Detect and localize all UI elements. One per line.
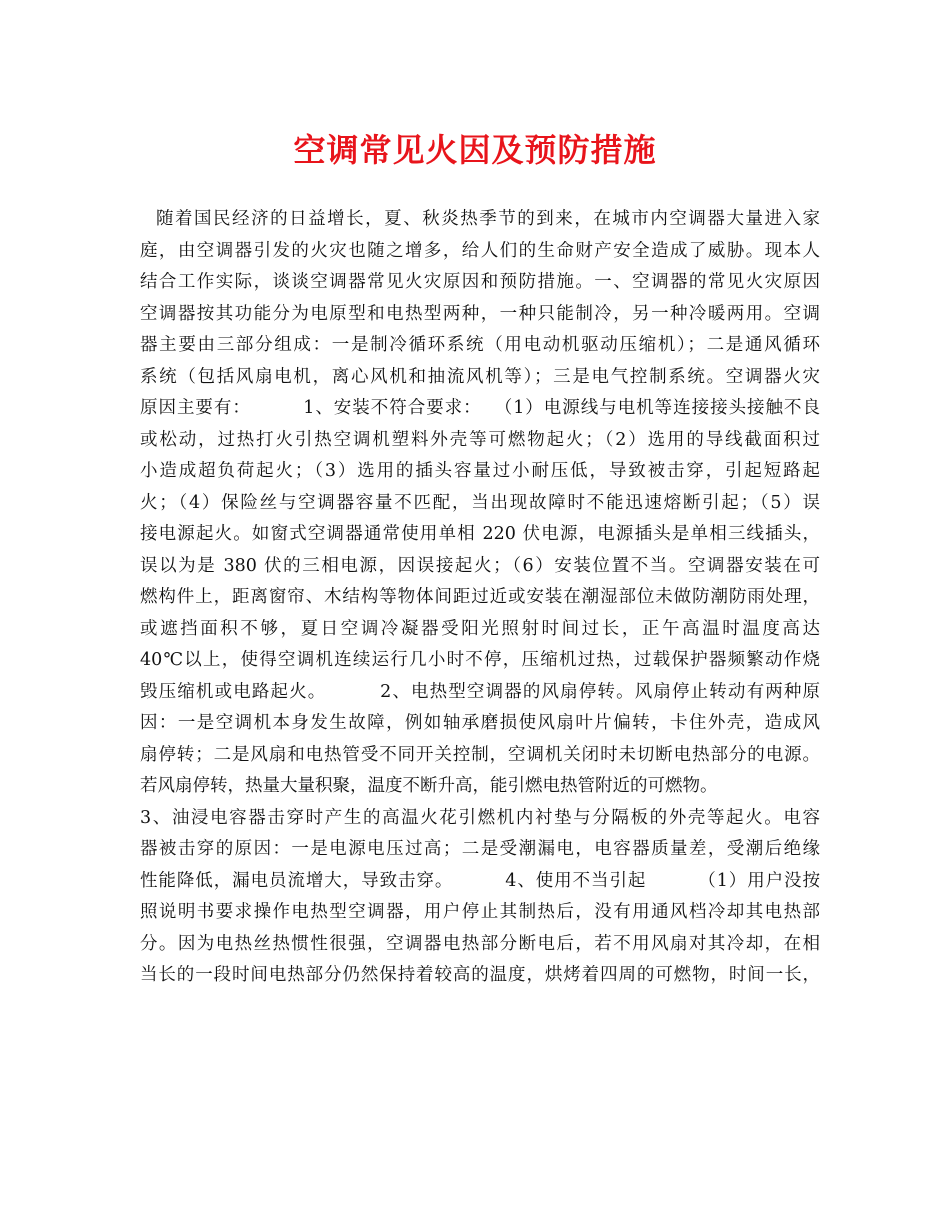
body-line: 或松动，过热打火引热空调机塑料外壳等可燃物起火；（2）选用的导线截面积过 — [140, 429, 820, 450]
body-line: 系统（包括风扇电机，离心风机和抽流风机等）；三是电气控制系统。空调器火灾 — [140, 366, 820, 387]
document-body — [140, 204, 820, 992]
body-line: 照说明书要求操作电热型空调器，用户停止其制热后，没有用通风档冷却其电热部 — [140, 902, 820, 922]
body-line: 随着国民经济的日益增长，夏、秋炎热季节的到来，在城市内空调器大量进入家 — [156, 209, 820, 229]
body-line: 3、油浸电容器击穿时产生的高温火花引燃机内衬垫与分隔板的外壳等起火。电容 — [140, 807, 820, 828]
body-line: 庭，由空调器引发的火灾也随之增多，给人们的生命财产安全造成了威胁。现本人 — [140, 240, 820, 261]
body-line: 器被击穿的原因：一是电源电压过高；二是受潮漏电，电容器质量差，受潮后绝缘 — [140, 839, 820, 859]
body-line: 40℃以上，使得空调机连续运行几小时不停，压缩机过热，过载保护器频繁动作烧 — [140, 650, 820, 670]
body-line: 或遮挡面积不够，夏日空调冷凝器受阳光照射时间过长，正午高温时温度高达 — [140, 618, 820, 639]
body-line: 当长的一段时间电热部分仍然保持着较高的温度，烘烤着四周的可燃物，时间一长， — [140, 965, 820, 985]
body-line: 扇停转；二是风扇和电热管受不同开关控制，空调机关闭时未切断电热部分的电源。 — [140, 744, 820, 765]
body-line: 因：一是空调机本身发生故障，例如轴承磨损使风扇叶片偏转，卡住外壳，造成风 — [140, 713, 820, 733]
body-line: 性能降低，漏电员流增大，导致击穿。 4、使用不当引起 （1）用户没按 — [140, 870, 820, 891]
document-title: 空调常见火因及预防措施 — [293, 131, 657, 169]
body-line: 若风扇停转，热量大量积聚，温度不断升高，能引燃电热管附近的可燃物。 — [140, 776, 718, 796]
body-line: 误以为是 380 伏的三相电源，因误接起火；（6）安装位置不当。空调器安装在可 — [140, 555, 820, 576]
body-line: 分。因为电热丝热惯性很强，空调器电热部分断电后，若不用风扇对其冷却，在相 — [140, 933, 820, 954]
body-line: 火；（4）保险丝与空调器容量不匹配，当出现故障时不能迅速熔断引起；（5）误 — [140, 492, 820, 513]
body-line: 空调器按其功能分为电原型和电热型两种，一种只能制冷，另一种冷暖两用。空调 — [140, 303, 820, 324]
body-line: 结合工作实际，谈谈空调器常见火灾原因和预防措施。一、空调器的常见火灾原因 — [140, 272, 820, 292]
body-line: 毁压缩机或电路起火。 2、电热型空调器的风扇停转。风扇停止转动有两种原 — [140, 681, 820, 702]
body-line: 小造成超负荷起火；（3）选用的插头容量过小耐压低，导致被击穿，引起短路起 — [140, 461, 820, 481]
body-line: 器主要由三部分组成：一是制冷循环系统（用电动机驱动压缩机）；二是通风循环 — [140, 335, 820, 355]
body-line: 燃构件上，距离窗帘、木结构等物体间距过近或安装在潮湿部位未做防潮防雨处理， — [140, 587, 820, 607]
body-line: 接电源起火。如窗式空调器通常使用单相 220 伏电源，电源插头是单相三线插头， — [140, 524, 820, 544]
body-line: 原因主要有： 1、安装不符合要求： （1）电源线与电机等连接接头接触不良 — [140, 398, 820, 418]
